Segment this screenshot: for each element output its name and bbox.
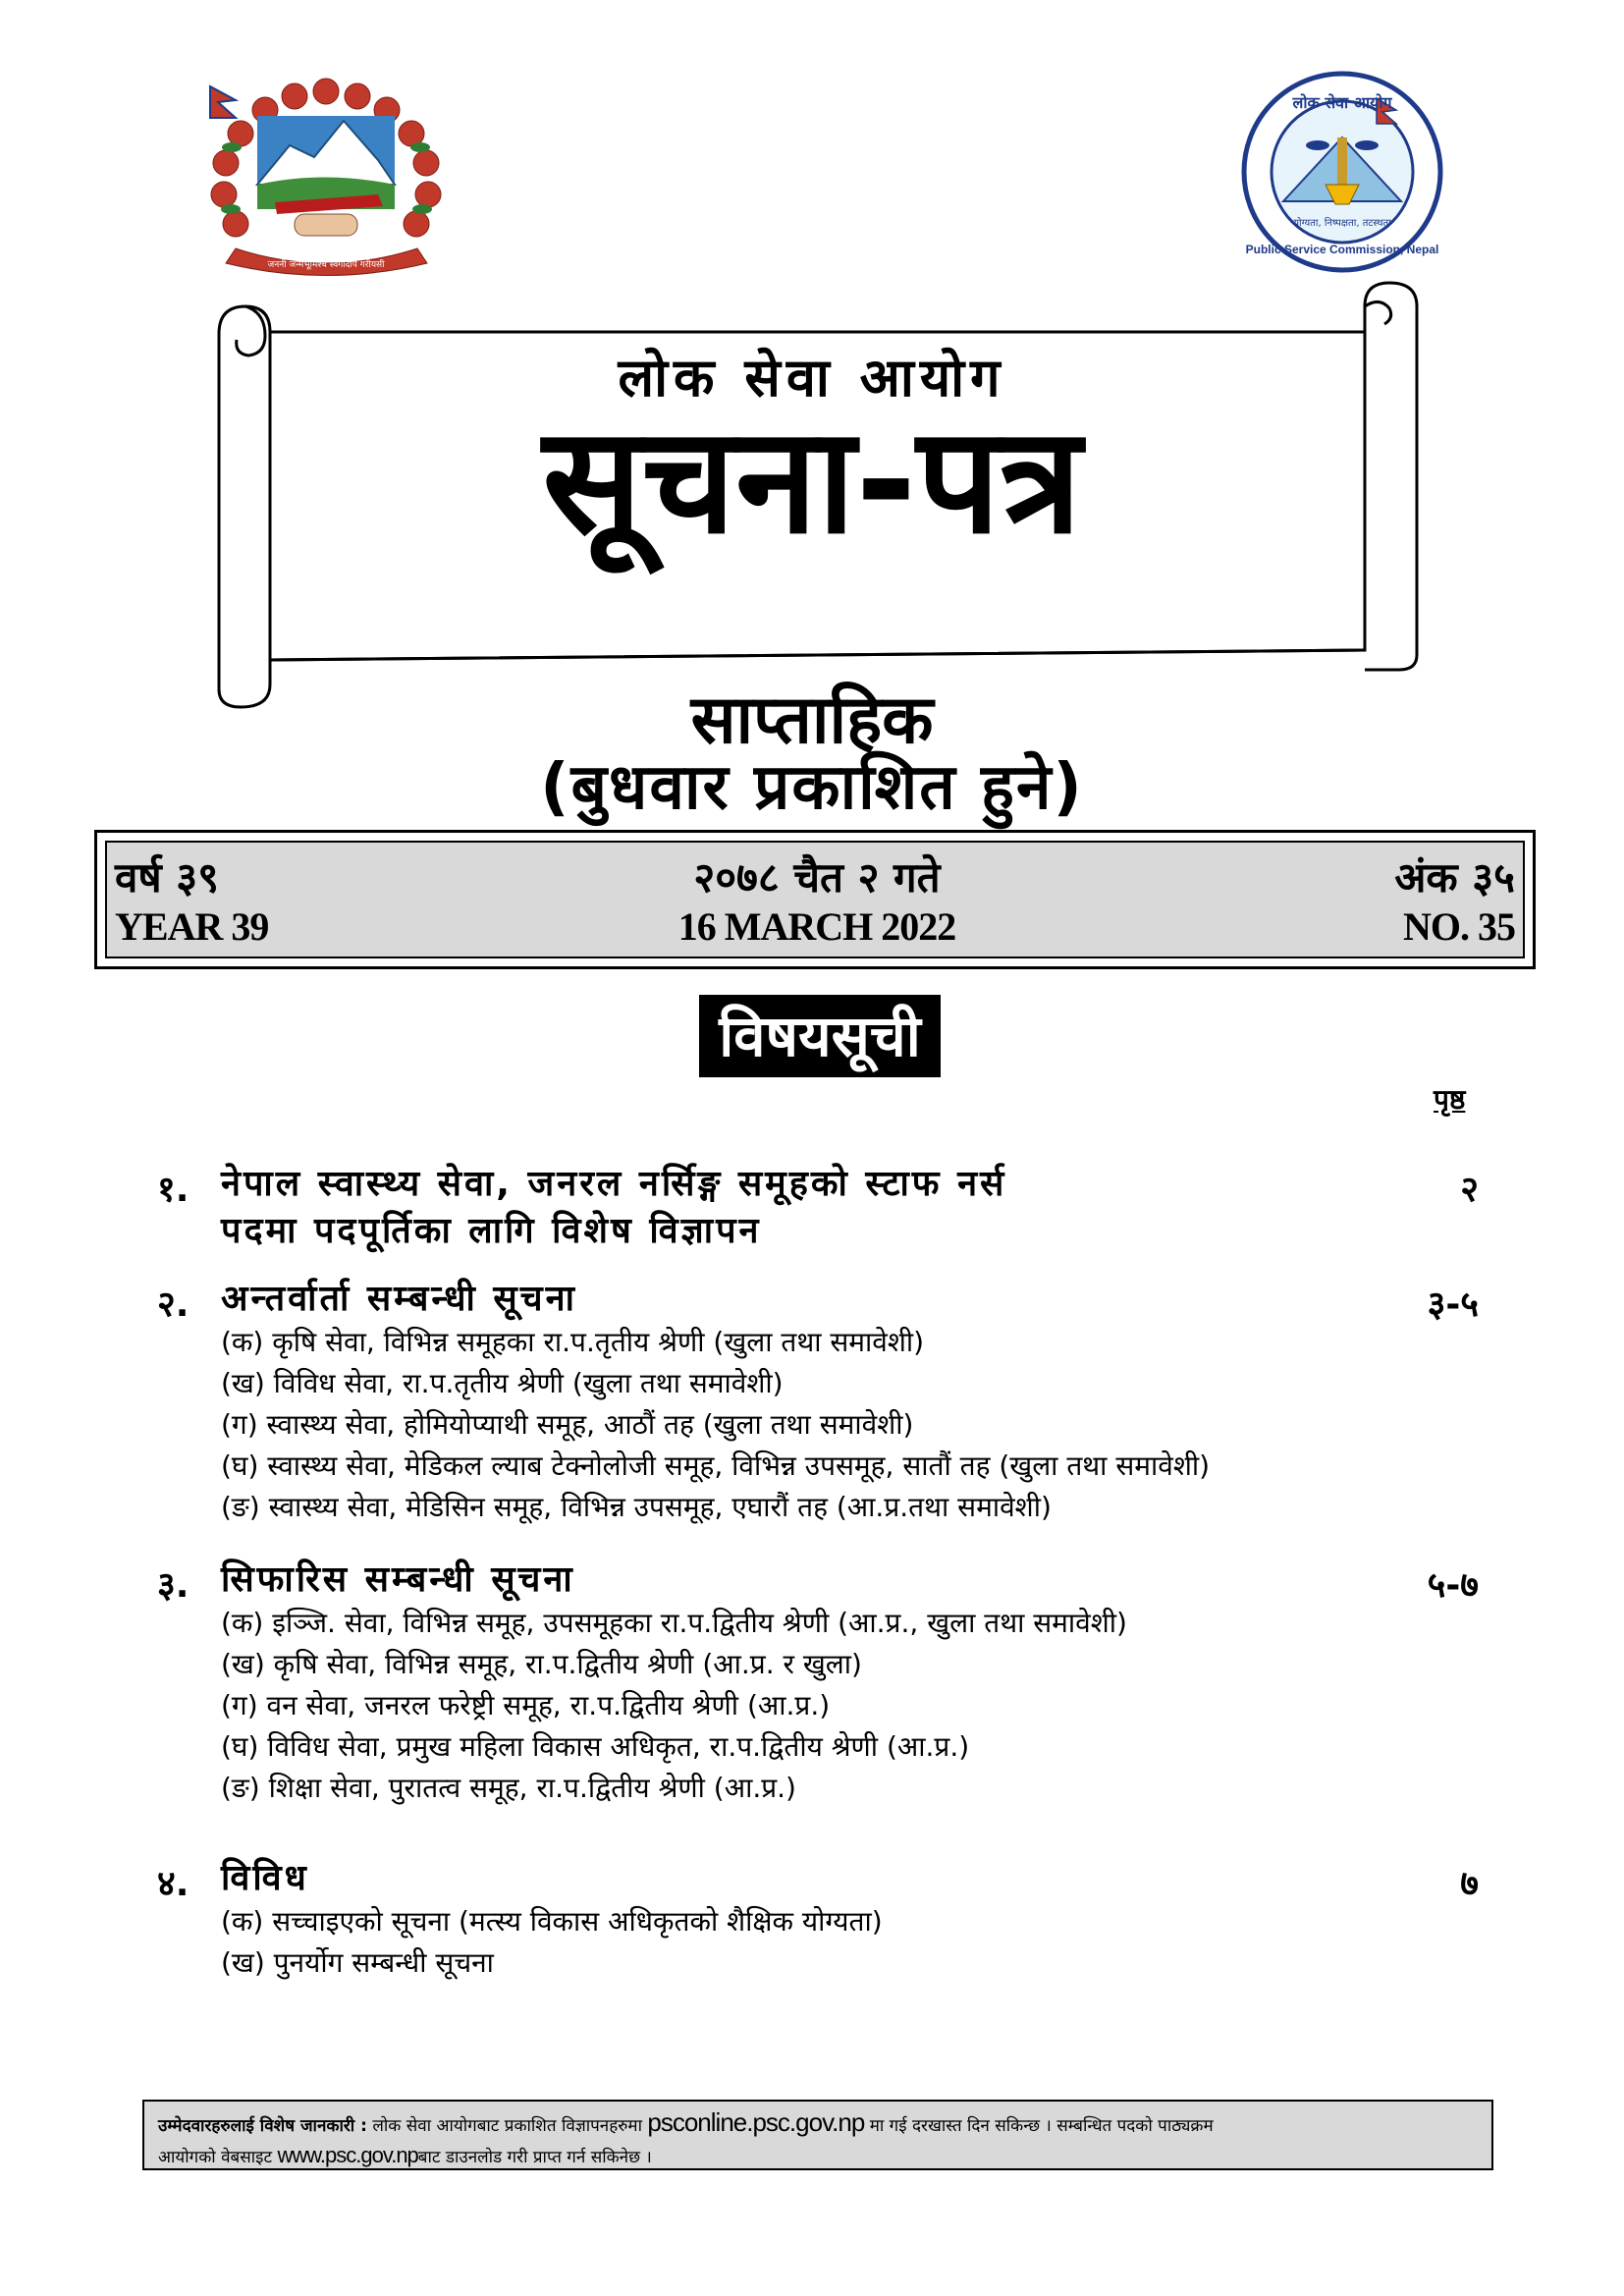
section-number: ३. — [157, 1565, 189, 1606]
list-item: (ख) कृषि सेवा, विभिन्न समूह, रा.प.द्वितीय श्रेणी (आ.प्र. र खुला) — [221, 1648, 862, 1680]
toc-heading: विषयसूची — [699, 995, 941, 1077]
svg-text:जननी जन्मभूमिश्च स्वर्गादपि गर: जननी जन्मभूमिश्च स्वर्गादपि गरीयसी — [267, 260, 385, 270]
psconline-link[interactable]: psconline.psc.gov.np — [647, 2107, 865, 2137]
list-item: (ङ) शिक्षा सेवा, पुरातत्व समूह, रा.प.द्वितीय श्रेणी (आ.प्र.) — [221, 1772, 796, 1804]
nepal-coat-of-arms-emblem — [196, 77, 457, 278]
issue-info-box — [94, 830, 1536, 969]
svg-text:Public Service Commission, Nep: Public Service Commission, Nepal — [1245, 243, 1439, 256]
notice-text: मा गई दरखास्त दिन सकिन्छ । सम्बन्धित पदको पाठ्यक्रम — [869, 2116, 1214, 2136]
list-item: (क) सच्चाइएको सूचना (मत्स्य विकास अधिकृतको शैक्षिक योग्यता) — [221, 1905, 883, 1938]
frequency-label: साप्ताहिक — [690, 682, 934, 759]
page-column-label: पृष्ठ — [1434, 1083, 1466, 1116]
candidate-notice — [142, 2100, 1493, 2170]
section-title-line: पदमा पदपूर्तिका लागि विशेष विज्ञापन — [221, 1211, 762, 1251]
svg-text:लोक सेवा आयोग: लोक सेवा आयोग — [1292, 93, 1392, 112]
list-item: (क) कृषि सेवा, विभिन्न समूहका रा.प.तृतीय श्रेणी (खुला तथा समावेशी) — [221, 1326, 925, 1358]
notice-text: लोक सेवा आयोगबाट प्रकाशित विज्ञापनहरुमा — [372, 2116, 642, 2136]
number-en: NO. 35 — [1403, 904, 1515, 949]
list-item: (घ) विविध सेवा, प्रमुख महिला विकास अधिकृत, रा.प.द्वितीय श्रेणी (आ.प्र.) — [221, 1730, 970, 1763]
list-item: (क) इञ्जि. सेवा, विभिन्न समूह, उपसमूहका रा.प.द्वितीय श्रेणी (आ.प्र., खुला तथा समावेशी) — [221, 1607, 1127, 1639]
list-item: (ग) स्वास्थ्य सेवा, होमियोप्याथी समूह, आठौं तह (खुला तथा समावेशी) — [221, 1408, 914, 1441]
list-item: (ग) वन सेवा, जनरल फरेष्ट्री समूह, रा.प.द्वितीय श्रेणी (आ.प्र.) — [221, 1689, 831, 1722]
section-page: ७ — [1460, 1864, 1479, 1904]
list-item: (घ) स्वास्थ्य सेवा, मेडिकल ल्याब टेक्नोलोजी समूह, विभिन्न उपसमूह, सातौं तह (खुला तथा समावेशी) — [221, 1449, 1211, 1482]
number-np: अंक ३५ — [1394, 853, 1515, 902]
list-item: (ङ) स्वास्थ्य सेवा, मेडिसिन समूह, विभिन्न उपसमूह, एघारौं तह (आ.प्र.तथा समावेशी) — [221, 1491, 1052, 1523]
psc-logo-emblem — [1239, 69, 1445, 275]
section-title-line: नेपाल स्वास्थ्य सेवा, जनरल नर्सिङ्ग समूहको स्टाफ नर्स — [221, 1164, 1007, 1204]
year-np: वर्ष ३९ — [115, 853, 219, 902]
year-en: YEAR 39 — [115, 904, 269, 949]
section-page: ३-५ — [1427, 1285, 1479, 1325]
notice-text: आयोगको वेबसाइट — [158, 2148, 273, 2167]
psc-website-link[interactable]: www.psc.gov.np — [277, 2143, 418, 2167]
section-number: ४. — [157, 1864, 189, 1904]
notice-text: बाट डाउनलोड गरी प्राप्त गर्न सकिनेछ । — [417, 2148, 652, 2167]
section-title: सिफारिस सम्बन्धी सूचना — [221, 1559, 575, 1600]
date-en: 16 MARCH 2022 — [677, 904, 956, 949]
list-item: (ख) पुनर्योग सम्बन्धी सूचना — [221, 1946, 494, 1979]
section-number: २. — [157, 1285, 189, 1325]
section-title: अन्तर्वार्ता सम्बन्धी सूचना — [221, 1279, 577, 1319]
notice-label: उम्मेदवारहरुलाई विशेष जानकारी : — [158, 2116, 367, 2136]
publication-title: सूचना-पत्र — [542, 396, 1082, 567]
section-number: १. — [157, 1170, 189, 1210]
svg-text:योग्यता, निष्पक्षता, तटस्थता: योग्यता, निष्पक्षता, तटस्थता — [1293, 218, 1391, 229]
org-name: लोक सेवा आयोग — [618, 347, 1006, 409]
section-page: २ — [1460, 1170, 1479, 1210]
list-item: (ख) विविध सेवा, रा.प.तृतीय श्रेणी (खुला तथा समावेशी) — [221, 1367, 784, 1399]
section-title: विविध — [221, 1858, 309, 1898]
section-title — [221, 1161, 1006, 1255]
date-np: २०७८ चैत २ गते — [693, 853, 941, 902]
section-page: ५-७ — [1427, 1565, 1479, 1606]
frequency-note: (बुधवार प्रकाशित हुने) — [540, 751, 1084, 824]
